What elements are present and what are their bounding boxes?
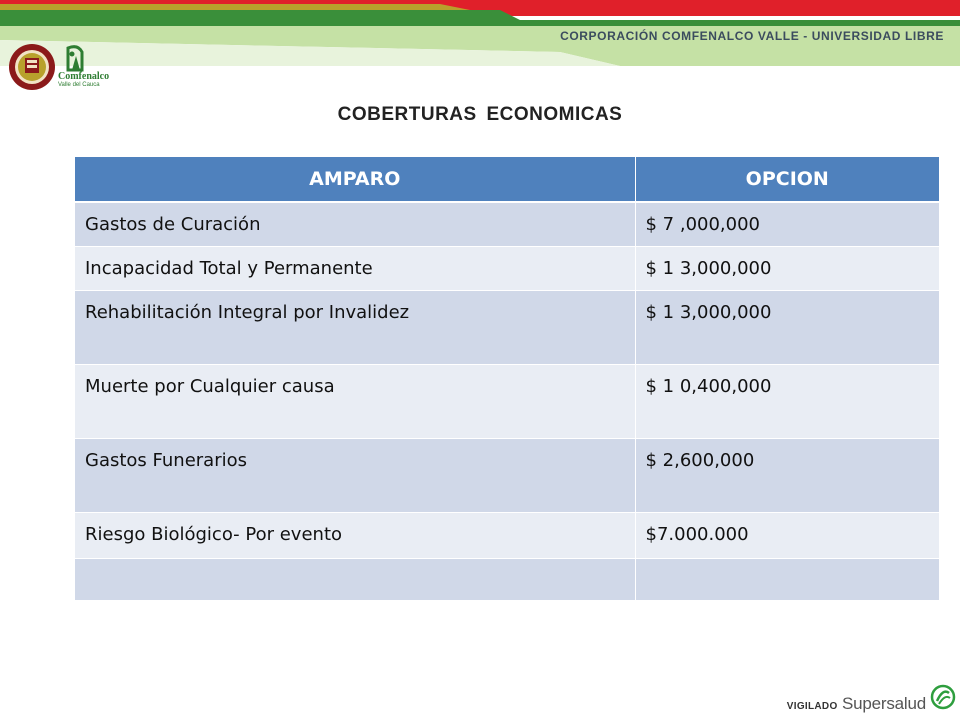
table-header-row	[75, 157, 939, 202]
table-row	[75, 512, 939, 558]
table-row	[75, 202, 939, 246]
opcion-cell: $ 1 3,000,000	[635, 290, 939, 364]
amparo-cell	[75, 558, 635, 600]
header-org-text: CORPORACIÓN COMFENALCO VALLE - UNIVERSIDAD LIBRE	[560, 29, 944, 43]
column-header-opcion: OPCION	[635, 157, 939, 202]
comfenalco-name: Comfenalco	[58, 71, 110, 82]
column-header-amparo: AMPARO	[75, 157, 635, 202]
amparo-cell: Incapacidad Total y Permanente	[75, 246, 635, 290]
opcion-cell: $ 7 ,000,000	[635, 202, 939, 246]
university-seal-icon	[8, 43, 56, 91]
opcion-cell	[635, 558, 939, 600]
opcion-cell: $7.000.000	[635, 512, 939, 558]
opcion-cell: $ 1 3,000,000	[635, 246, 939, 290]
amparo-cell: Gastos de Curación	[75, 202, 635, 246]
amparo-cell: Riesgo Biológico- Por evento	[75, 512, 635, 558]
comfenalco-subtitle: Valle del Cauca	[58, 82, 100, 88]
amparo-cell: Gastos Funerarios	[75, 438, 635, 512]
footer-supersalud-logo	[787, 694, 926, 714]
page-title: COBERTURAS ECONOMICAS	[337, 104, 623, 125]
amparo-cell: Rehabilitación Integral por Invalidez	[75, 290, 635, 364]
table-row-empty	[75, 558, 939, 600]
opcion-cell: $ 1 0,400,000	[635, 364, 939, 438]
table-row	[75, 290, 939, 364]
supersalud-icon	[930, 684, 956, 710]
table-row	[75, 246, 939, 290]
amparo-cell: Muerte por Cualquier causa	[75, 364, 635, 438]
footer-brand-label: Supersalud	[841, 694, 926, 713]
table-row	[75, 364, 939, 438]
table-row	[75, 438, 939, 512]
opcion-cell: $ 2,600,000	[635, 438, 939, 512]
coverage-table	[75, 157, 939, 601]
footer-vigilado-label: VIGILADO	[786, 701, 838, 712]
